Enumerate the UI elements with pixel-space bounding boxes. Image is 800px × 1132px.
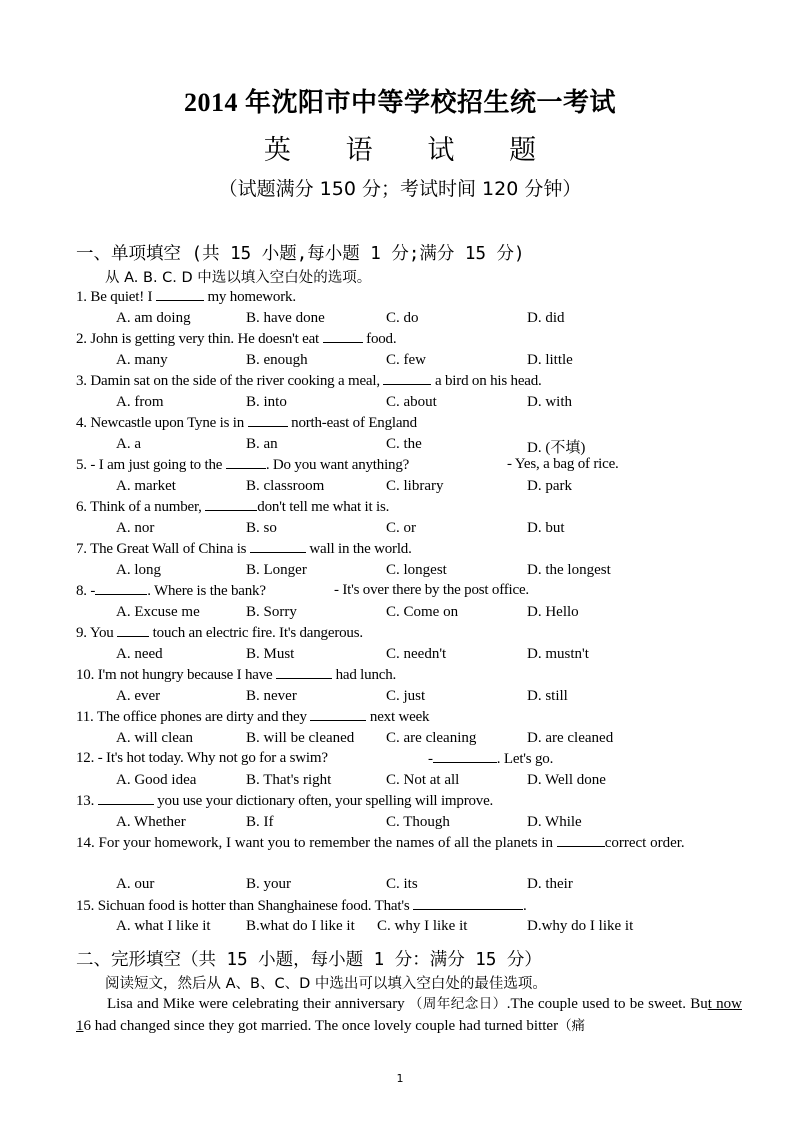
option: A. from bbox=[116, 394, 164, 410]
question-reply: - . Let's go. bbox=[428, 751, 554, 767]
option: D. mustn't bbox=[527, 646, 589, 662]
question-stem: 4. Newcastle upon Tyne is in north-east of England bbox=[76, 415, 417, 431]
option: C. do bbox=[386, 310, 419, 326]
option: C. library bbox=[386, 478, 444, 494]
option: B. your bbox=[246, 876, 291, 892]
option: C. or bbox=[386, 520, 416, 536]
option: A. am doing bbox=[116, 310, 191, 326]
option: D. Hello bbox=[527, 604, 579, 620]
question-stem: 10. I'm not hungry because I have had lunch. bbox=[76, 667, 397, 683]
subtitle-char: 英 bbox=[263, 135, 291, 165]
question-stem: 14. For your homework, I want you to remember the names of all the planets in correct order. bbox=[76, 835, 685, 851]
option: A. Excuse me bbox=[116, 604, 200, 620]
option: D.why do I like it bbox=[527, 918, 634, 934]
option: C. just bbox=[386, 688, 426, 704]
question-stem: 1. Be quiet! I my homework. bbox=[76, 289, 296, 305]
subtitle-char: 试 bbox=[427, 135, 455, 165]
section1-heading: 一、单项填空 (共 15 小题,每小题 1 分;满分 15 分) bbox=[76, 244, 525, 264]
subtitle-char: 题 bbox=[509, 135, 537, 165]
option: D. but bbox=[527, 520, 565, 536]
answer-blank bbox=[413, 897, 523, 910]
option: C. Though bbox=[386, 814, 450, 830]
subtitle-char: 语 bbox=[345, 135, 373, 165]
option: B. Must bbox=[246, 646, 295, 662]
option: D. park bbox=[527, 478, 572, 494]
section2-heading: 二、完形填空（共 15 小题，每小题 1 分：满分 15 分） bbox=[76, 950, 542, 970]
option: D. While bbox=[527, 814, 582, 830]
option: B. Longer bbox=[246, 562, 307, 578]
option: A. will clean bbox=[116, 730, 194, 746]
option: D. little bbox=[527, 352, 573, 368]
option: A. nor bbox=[116, 520, 155, 536]
section1-instruction: 从 A. B. C. D 中选以填入空白处的选项。 bbox=[105, 270, 372, 286]
option: C. its bbox=[386, 876, 418, 892]
answer-blank bbox=[433, 750, 497, 763]
option: C. Not at all bbox=[386, 772, 460, 788]
option: B. classroom bbox=[246, 478, 325, 494]
option: C. why I like it bbox=[377, 918, 468, 934]
question-stem: 3. Damin sat on the side of the river cooking a meal, a bird on his head. bbox=[76, 373, 542, 389]
option: C. are cleaning bbox=[386, 730, 477, 746]
option: D. Well done bbox=[527, 772, 606, 788]
answer-blank bbox=[156, 288, 204, 301]
option: B. into bbox=[246, 394, 287, 410]
answer-blank bbox=[98, 792, 154, 805]
question-reply: - Yes, a bag of rice. bbox=[507, 456, 619, 472]
option: D. did bbox=[527, 310, 565, 326]
option: C. longest bbox=[386, 562, 447, 578]
question-stem: 12. - It's hot today. Why not go for a swim? - . Let's go. bbox=[76, 750, 554, 767]
question-stem: 6. Think of a number, don't tell me what it is. bbox=[76, 499, 390, 515]
option: B. That's right bbox=[246, 772, 332, 788]
option: B.what do I like it bbox=[246, 918, 355, 934]
answer-blank bbox=[95, 582, 147, 595]
option: A. many bbox=[116, 352, 168, 368]
option: A. a bbox=[116, 436, 141, 452]
option: D. (不填) bbox=[527, 440, 586, 456]
answer-blank bbox=[323, 330, 363, 343]
question-reply: - It's over there by the post office. bbox=[334, 582, 529, 598]
answer-blank bbox=[117, 624, 149, 637]
option: C. about bbox=[386, 394, 437, 410]
option: B. will be cleaned bbox=[246, 730, 355, 746]
answer-blank bbox=[310, 708, 366, 721]
option: A. our bbox=[116, 876, 155, 892]
question-stem: 7. The Great Wall of China is wall in the world. bbox=[76, 541, 412, 557]
option: D. with bbox=[527, 394, 572, 410]
answer-blank bbox=[205, 498, 257, 511]
option: C. needn't bbox=[386, 646, 447, 662]
option: B. enough bbox=[246, 352, 308, 368]
answer-blank bbox=[383, 372, 431, 385]
option: A. what I like it bbox=[116, 918, 211, 934]
answer-blank bbox=[276, 666, 332, 679]
option: B. so bbox=[246, 520, 277, 536]
option: D. are cleaned bbox=[527, 730, 614, 746]
answer-blank bbox=[557, 834, 605, 847]
option: D. still bbox=[527, 688, 568, 704]
answer-blank bbox=[250, 540, 306, 553]
option: C. the bbox=[386, 436, 422, 452]
exam-info: （试题满分 150 分；考试时间 120 分钟） bbox=[218, 178, 582, 200]
option: B. Sorry bbox=[246, 604, 297, 620]
question-stem: 2. John is getting very thin. He doesn't eat food. bbox=[76, 331, 397, 347]
option: C. few bbox=[386, 352, 426, 368]
option: B. never bbox=[246, 688, 297, 704]
option: B. an bbox=[246, 436, 278, 452]
option: C. Come on bbox=[386, 604, 459, 620]
option: B. If bbox=[246, 814, 274, 830]
section2-instruction: 阅读短文，然后从 A、B、C、D 中选出可以填入空白处的最佳选项。 bbox=[105, 976, 547, 992]
question-stem: 11. The office phones are dirty and they next week bbox=[76, 709, 430, 725]
question-stem: 9. You touch an electric fire. It's dangerous. bbox=[76, 625, 363, 641]
option: A. market bbox=[116, 478, 176, 494]
question-stem: 5. - I am just going to the . Do you want anything? - Yes, a bag of rice. bbox=[76, 456, 619, 473]
question-stem: 8. - . Where is the bank? - It's over there by the post office. bbox=[76, 582, 529, 599]
page-number: 1 bbox=[396, 1072, 404, 1085]
option: D. the longest bbox=[527, 562, 611, 578]
answer-blank bbox=[248, 414, 288, 427]
option: A. Good idea bbox=[116, 772, 197, 788]
option: A. Whether bbox=[116, 814, 186, 830]
exam-title: 2014 年沈阳市中等学校招生统一考试 bbox=[183, 88, 616, 117]
question-stem: 13. you use your dictionary often, your spelling will improve. bbox=[76, 793, 494, 809]
answer-blank bbox=[226, 456, 266, 469]
option: A. need bbox=[116, 646, 163, 662]
exam-subtitle bbox=[0, 128, 800, 167]
question-stem: 15. Sichuan food is hotter than Shanghainese food. That's . bbox=[76, 898, 527, 914]
option: A. ever bbox=[116, 688, 161, 704]
option: B. have done bbox=[246, 310, 325, 326]
option: A. long bbox=[116, 562, 161, 578]
option: D. their bbox=[527, 876, 573, 892]
cloze-passage: Lisa and Mike were celebrating their anniversary （周年纪念日）.The couple used to be sweet. But now 16 had changed since they got married. The once lovely couple had turned bitter（痛 bbox=[76, 996, 742, 1034]
